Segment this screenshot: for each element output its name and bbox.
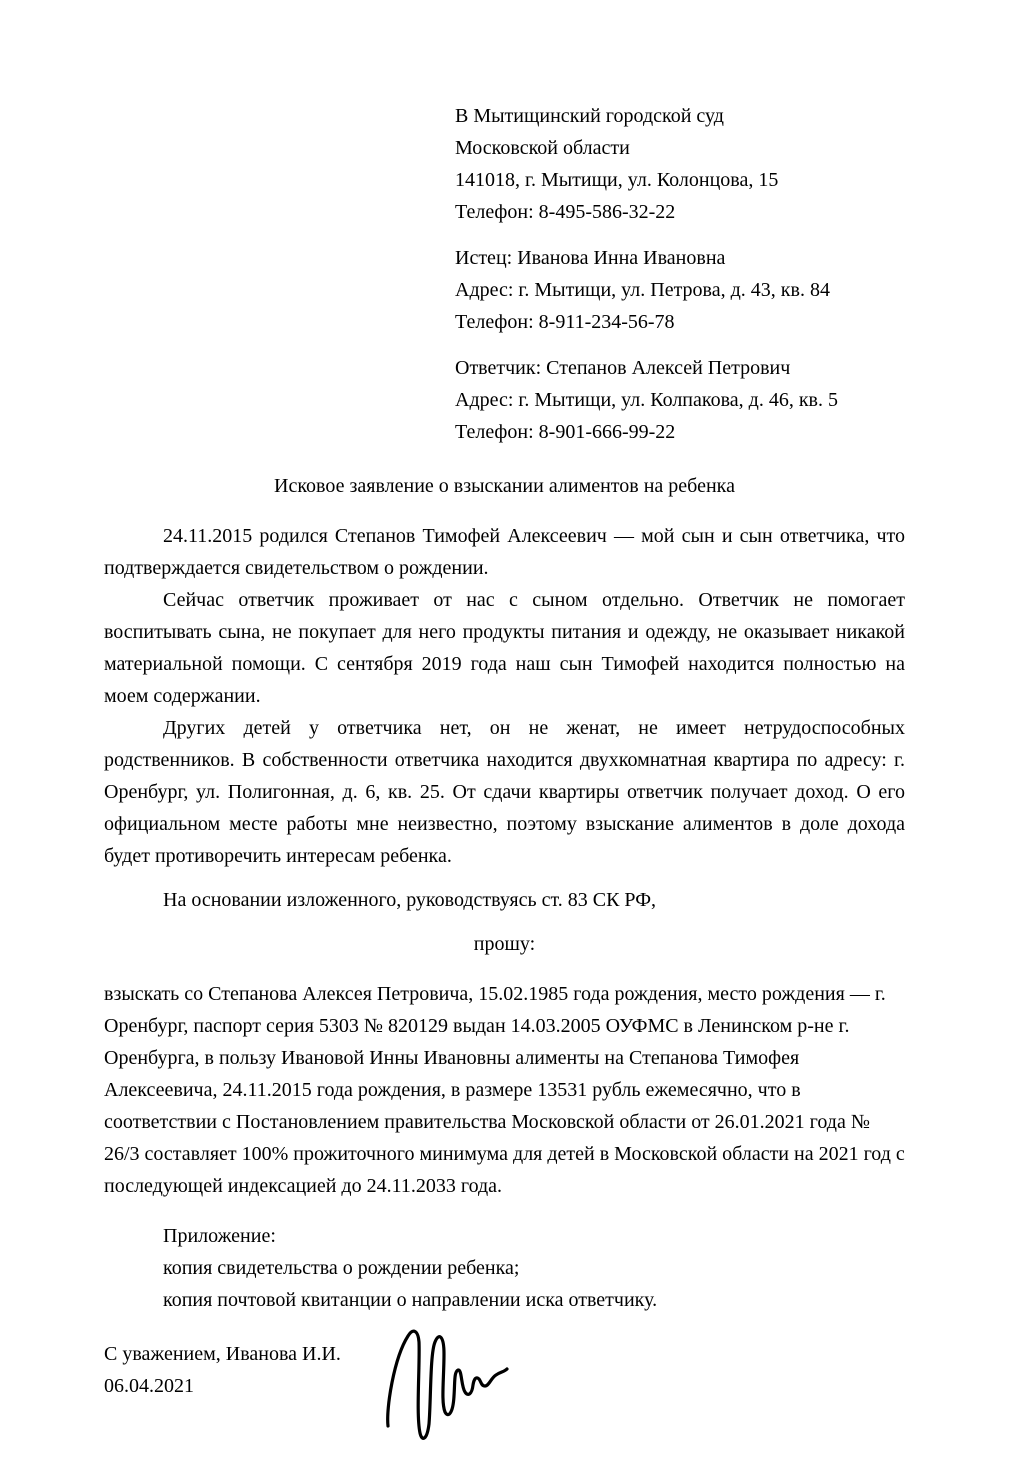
plaintiff-address-line: Адрес: г. Мытищи, ул. Петрова, д. 43, кв. 84 xyxy=(455,279,830,301)
signoff-line: С уважением, Иванова И.И. xyxy=(104,1343,341,1365)
paragraph-living-situation: Сейчас ответчик проживает от нас с сыном отдельно. Ответчик не помогает воспитывать сына, не покупает для него продукты питания и одежду, не оказывает никакой материальной помощи. С сентября 2019 года наш сын Тимофей находится полностью на моем содержании. xyxy=(104,589,905,707)
plaintiff-name-line: Истец: Иванова Инна Ивановна xyxy=(455,247,726,269)
defendant-phone-line: Телефон: 8-901-666-99-22 xyxy=(455,421,676,443)
court-name-line: В Мытищинский городской суд xyxy=(455,105,724,127)
court-header-block xyxy=(455,100,905,448)
document-content xyxy=(104,100,905,1402)
closing-section xyxy=(104,1338,905,1402)
legal-basis-line: На основании изложенного, руководствуясь ст. 83 СК РФ, xyxy=(163,889,656,911)
court-region-line: Московской области xyxy=(455,137,630,159)
signature-scribble xyxy=(384,1328,512,1446)
attachments-heading: Приложение: xyxy=(163,1225,276,1247)
plaintiff-phone-line: Телефон: 8-911-234-56-78 xyxy=(455,311,675,333)
defendant-block xyxy=(455,352,905,448)
statement-body xyxy=(104,520,905,872)
attachment-item-birth-certificate: копия свидетельства о рождении ребенка; xyxy=(163,1257,520,1279)
paragraph-defendant-assets: Других детей у ответчика нет, он не женат, не имеет нетрудоспособных родственников. В собственности ответчика находится двухкомнатная квартира по адресу: г. Оренбург, ул. Полигонная, д. 6, кв. 25. От сдачи квартиры ответчик получает доход. О его официальном месте работы мне неизвестно, поэтому взыскание алиментов в доле дохода будет противоречить интересам ребенка. xyxy=(104,717,905,867)
plaintiff-block xyxy=(455,242,905,338)
attachments-section xyxy=(163,1220,905,1316)
defendant-name-line: Ответчик: Степанов Алексей Петрович xyxy=(455,357,791,379)
date-line: 06.04.2021 xyxy=(104,1375,194,1397)
court-phone-line: Телефон: 8-495-586-32-22 xyxy=(455,201,676,223)
court-address-line: 141018, г. Мытищи, ул. Колонцова, 15 xyxy=(455,169,779,191)
request-word: прошу: xyxy=(473,933,536,955)
attachment-item-postal-receipt: копия почтовой квитанции о направлении иска ответчику. xyxy=(163,1289,658,1311)
recipient-court-block xyxy=(455,100,905,228)
document-title: Исковое заявление о взыскании алиментов на ребенка xyxy=(274,475,735,497)
defendant-address-line: Адрес: г. Мытищи, ул. Колпакова, д. 46, кв. 5 xyxy=(455,389,838,411)
paragraph-birth-fact: 24.11.2015 родился Степанов Тимофей Алексеевич — мой сын и сын ответчика, что подтверждается свидетельством о рождении. xyxy=(104,525,905,579)
request-paragraph: взыскать со Степанова Алексея Петровича, 15.02.1985 года рождения, место рождения — г. Оренбург, паспорт серия 5303 № 820129 выдан 14.03.2005 ОУФМС в Ленинском р-не г. Оренбурга, в пользу Ивановой Инны Ивановны алименты на Степанова Тимофея Алексеевича, 24.11.2015 года рождения, в размере 13531 рубль ежемесячно, что в соответствии с Постановлением правительства Московской области от 26.01.2021 года № 26/3 составляет 100% прожиточного минимума для детей в Московской области на 2021 год с последующей индексацией до 24.11.2033 года. xyxy=(104,983,905,1197)
